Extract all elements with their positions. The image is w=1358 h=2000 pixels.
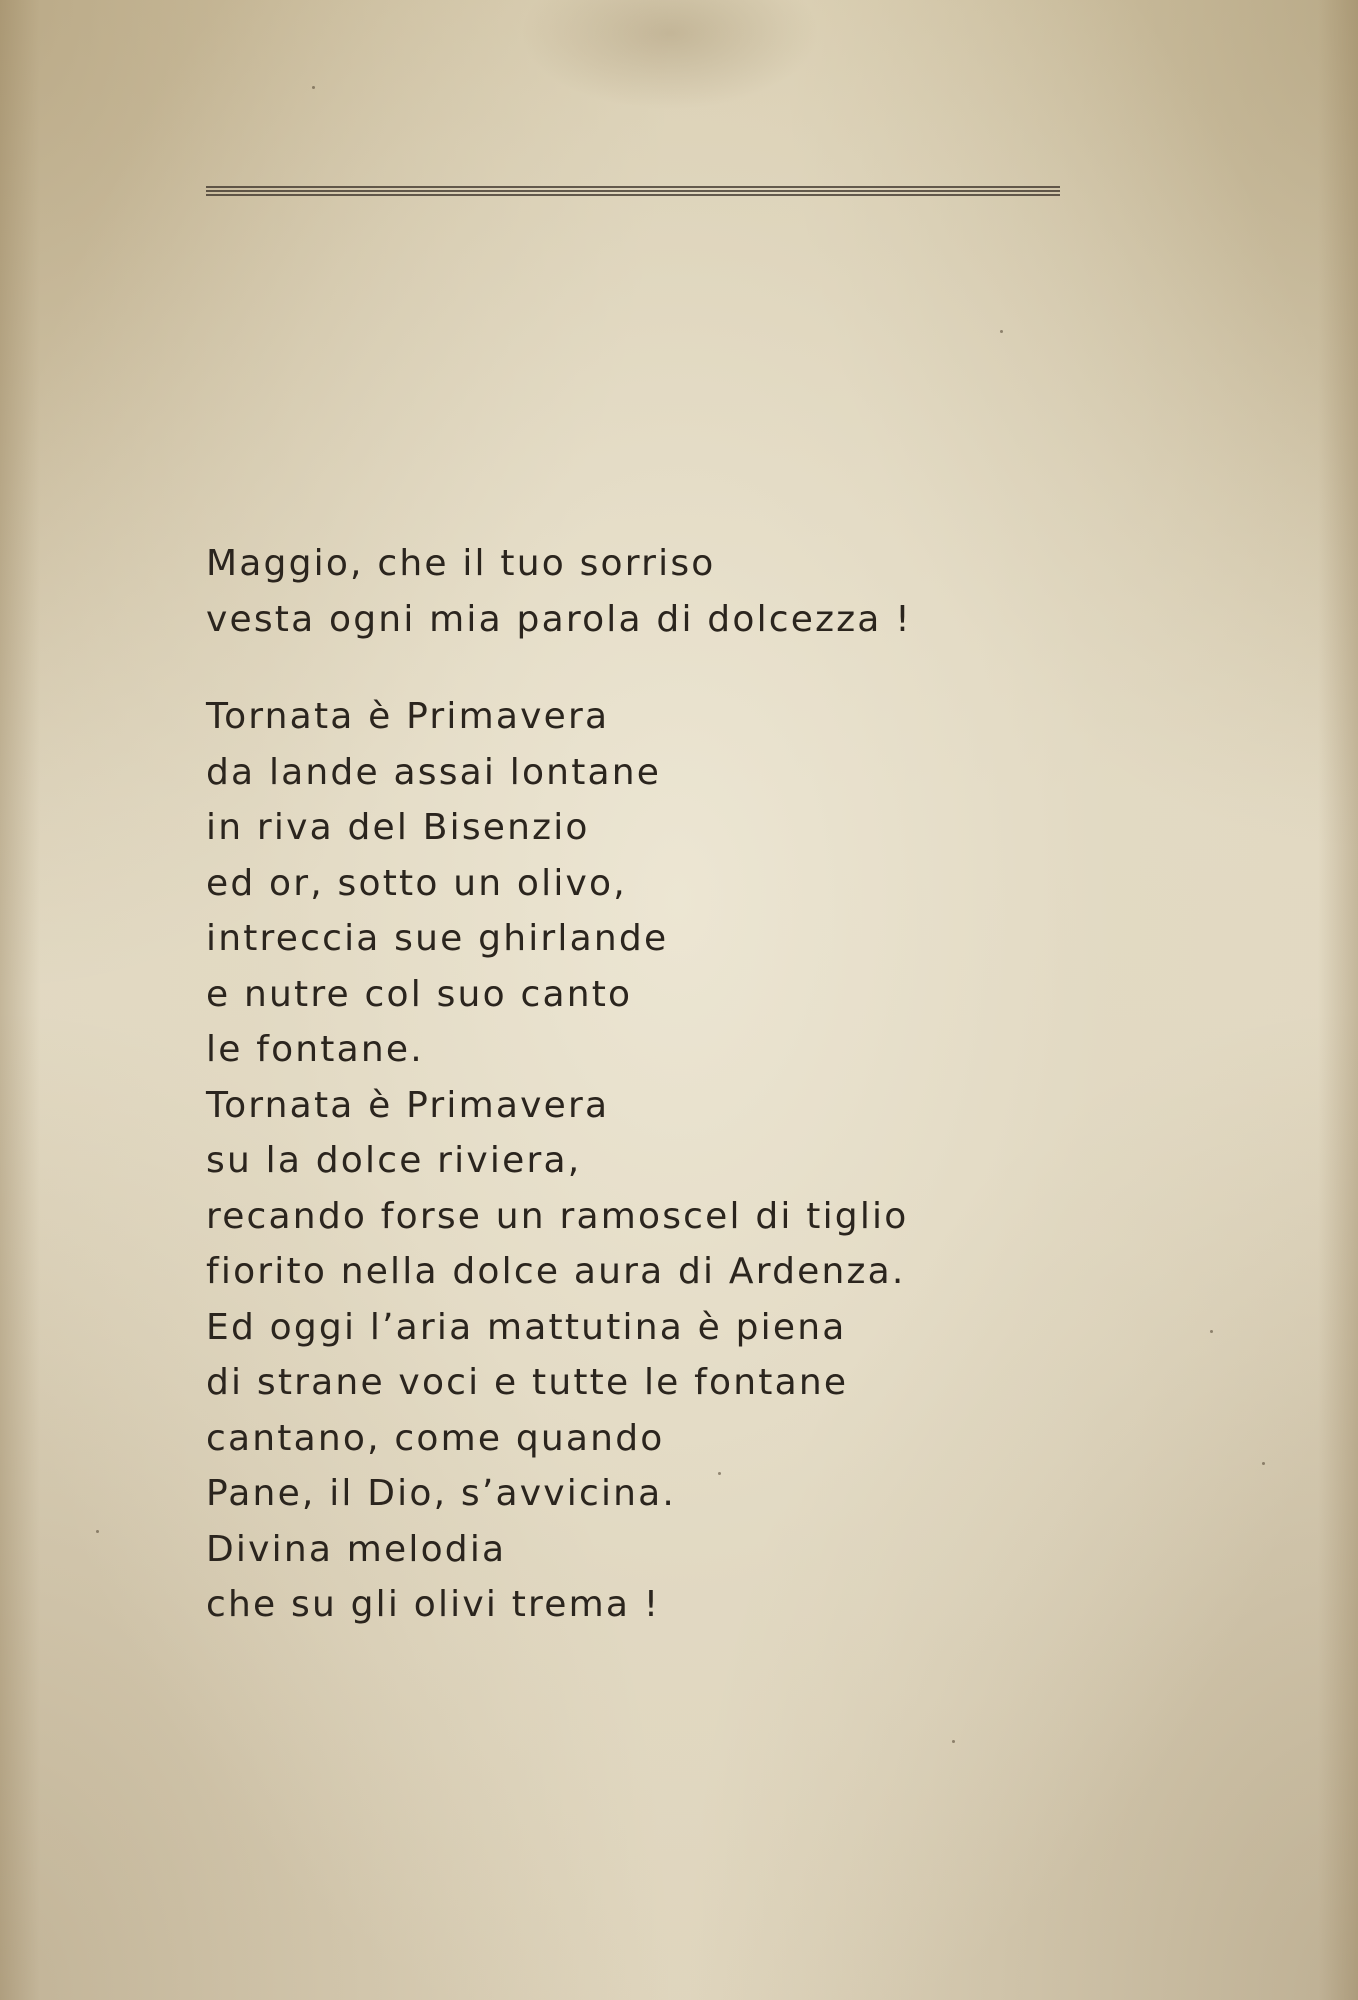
paper-stain [520, 0, 820, 110]
poem-line: in riva del Bisenzio [206, 807, 590, 848]
paper-speck [1262, 1462, 1265, 1465]
poem-line: che su gli olivi trema ! [206, 1584, 661, 1625]
poem-line: da lande assai lontane [206, 751, 662, 793]
paper-speck [1210, 1330, 1213, 1333]
poem-line: fiorito nella dolce aura di Ardenza. [206, 1251, 906, 1292]
stanza-1 [206, 536, 1206, 647]
poem-line: e nutre col suo canto [206, 973, 633, 1015]
poem-line: intreccia sue ghirlande [206, 918, 669, 959]
stanza-2 [206, 689, 1206, 1633]
poem-line: Maggio, che il tuo sorriso [206, 543, 716, 584]
paper-speck [312, 86, 315, 89]
poem-line: Tornata è Primavera [206, 1084, 610, 1126]
poem-line: ed or, sotto un olivo, [206, 862, 627, 904]
poem-line: Pane, il Dio, s’avvicina. [206, 1473, 677, 1514]
poem-line: Divina melodia [206, 1528, 507, 1570]
poem-line: su la dolce riviera, [206, 1140, 582, 1181]
poem-line: Tornata è Primavera [206, 696, 610, 737]
poem-line: Ed oggi l’aria mattutina è piena [206, 1306, 847, 1348]
paper-speck [96, 1530, 99, 1533]
poem-line: recando forse un ramoscel di tiglio [206, 1195, 909, 1237]
poem [206, 536, 1206, 1633]
poem-line: vesta ogni mia parola di dolcezza ! [206, 598, 912, 640]
paper-edge-left [0, 0, 40, 2000]
paper-speck [952, 1740, 955, 1743]
paper-edge-right [1318, 0, 1358, 2000]
poem-line: cantano, come quando [206, 1417, 665, 1459]
poem-line: le fontane. [206, 1029, 424, 1070]
decorative-rule [206, 184, 1060, 198]
poem-line: di strane voci e tutte le fontane [206, 1362, 849, 1403]
paper-speck [1000, 330, 1003, 333]
